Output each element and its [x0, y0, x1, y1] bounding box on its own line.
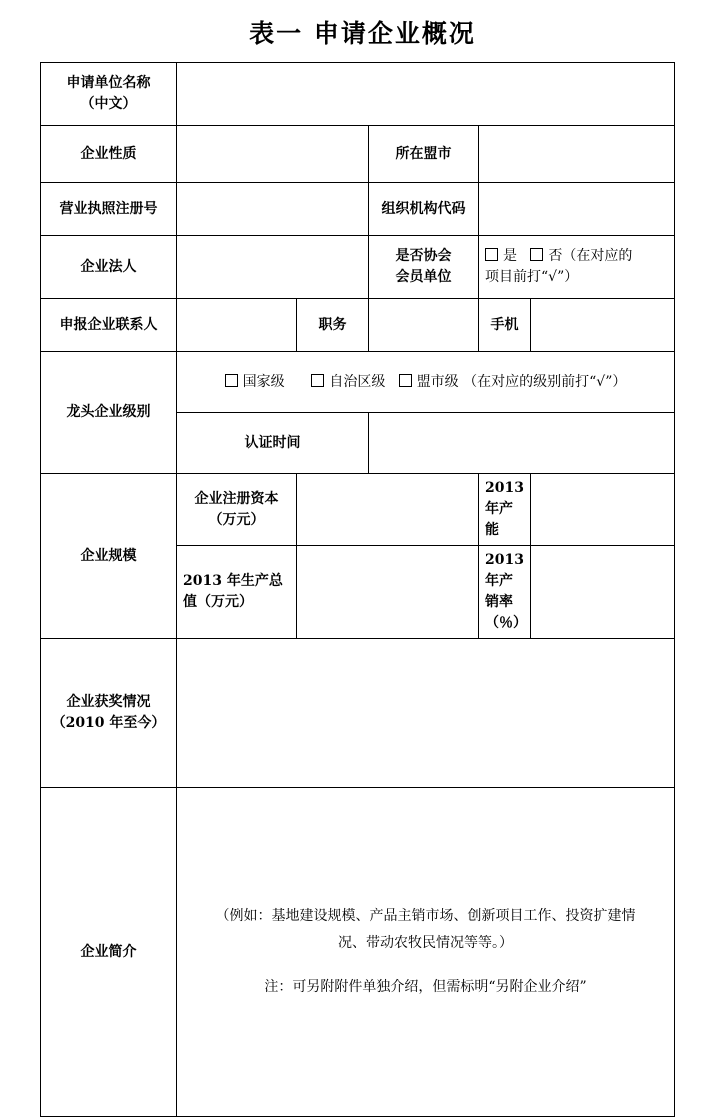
- enterprise-nature-label: 企业性质: [41, 126, 177, 183]
- output-value-2013-field[interactable]: [297, 546, 479, 639]
- sales-rate-2013-label-line2: 销率（％）: [485, 594, 527, 631]
- applicant-name-field[interactable]: [177, 63, 675, 126]
- output-value-2013-label: [177, 546, 297, 639]
- league-city-field[interactable]: [479, 126, 675, 183]
- table-row: [41, 183, 675, 236]
- page-title: 表一 申请企业概况: [249, 19, 476, 48]
- legal-person-label: 企业法人: [41, 236, 177, 299]
- sales-rate-2013-label-line1: 2013 年产: [485, 552, 524, 589]
- league-city-label: 所在盟市: [369, 126, 479, 183]
- certification-time-field[interactable]: [369, 413, 675, 474]
- profile-note: 注：可另附附件单独介绍，但需标明“另附企业介绍”: [264, 979, 587, 996]
- association-member-note: 项目前打“√”）: [485, 269, 579, 285]
- mobile-label: 手机: [479, 299, 531, 352]
- output-value-2013-label-line1: 2013 年生产总: [183, 573, 283, 589]
- output-value-2013-label-line2: 值（万元）: [183, 594, 253, 610]
- contact-label: 申报企业联系人: [41, 299, 177, 352]
- association-member-label-line1: 是否协会: [395, 248, 452, 264]
- org-code-label: 组织机构代码: [369, 183, 479, 236]
- registered-capital-label: [177, 474, 297, 546]
- leading-level-label: 龙头企业级别: [41, 352, 177, 474]
- leading-level-options: [177, 352, 675, 413]
- checkbox-icon[interactable]: [311, 374, 324, 387]
- registered-capital-label-line2: （万元）: [208, 511, 265, 528]
- checkbox-icon[interactable]: [225, 374, 238, 387]
- contact-field[interactable]: [177, 299, 297, 352]
- table-row: [41, 236, 675, 299]
- awards-field[interactable]: [177, 639, 675, 788]
- profile-field[interactable]: [177, 788, 675, 1117]
- table-row: [41, 126, 675, 183]
- association-no-label: 否（在对应的: [548, 248, 633, 264]
- capacity-2013-label: 2013 年产能: [479, 474, 531, 546]
- awards-label-line1: 企业获奖情况: [66, 694, 151, 710]
- awards-label-line2: （2010 年至今）: [51, 715, 166, 731]
- profile-example: [183, 897, 668, 1007]
- checkbox-icon[interactable]: [485, 248, 498, 261]
- checkbox-icon[interactable]: [530, 248, 543, 261]
- registered-capital-field[interactable]: [297, 474, 479, 546]
- scale-label: 企业规模: [41, 474, 177, 639]
- license-no-label: 营业执照注册号: [41, 183, 177, 236]
- sales-rate-2013-label: [479, 546, 531, 639]
- leading-level-autonomous-label: 自治区级: [329, 373, 386, 390]
- profile-label: 企业简介: [41, 788, 177, 1117]
- mobile-field[interactable]: [531, 299, 675, 352]
- position-field[interactable]: [369, 299, 479, 352]
- leading-level-city-label: 盟市级: [416, 373, 459, 390]
- certification-time-label: 认证时间: [177, 413, 369, 474]
- association-member-options: [479, 236, 675, 299]
- applicant-name-label-line2: （中文）: [80, 96, 137, 112]
- position-label: 职务: [297, 299, 369, 352]
- table-row: [41, 639, 675, 788]
- legal-person-field[interactable]: [177, 236, 369, 299]
- table-row: [41, 788, 675, 1117]
- registered-capital-label-line1: 企业注册资本: [194, 490, 279, 507]
- profile-example-line2: 况、带动农牧民情况等等。）: [338, 934, 514, 951]
- checkbox-icon[interactable]: [399, 374, 412, 387]
- applicant-name-label-line1: 申请单位名称: [66, 75, 151, 91]
- table-row: [41, 63, 675, 126]
- sales-rate-2013-field[interactable]: [531, 546, 675, 639]
- table-row: [41, 474, 675, 546]
- table-row: [41, 352, 675, 413]
- org-code-field[interactable]: [479, 183, 675, 236]
- association-member-label-line2: 会员单位: [395, 269, 452, 285]
- enterprise-nature-field[interactable]: [177, 126, 369, 183]
- profile-example-line1: （例如：基地建设规模、产品主销市场、创新项目工作、投资扩建情: [215, 908, 636, 925]
- enterprise-profile-form: [40, 62, 675, 1117]
- association-member-label: [369, 236, 479, 299]
- table-row: [41, 299, 675, 352]
- association-yes-label: 是: [503, 248, 517, 264]
- capacity-2013-field[interactable]: [531, 474, 675, 546]
- applicant-name-label: [41, 63, 177, 126]
- leading-level-note: （在对应的级别前打“√”）: [463, 373, 627, 390]
- license-no-field[interactable]: [177, 183, 369, 236]
- awards-label: [41, 639, 177, 788]
- leading-level-national-label: 国家级: [242, 373, 285, 390]
